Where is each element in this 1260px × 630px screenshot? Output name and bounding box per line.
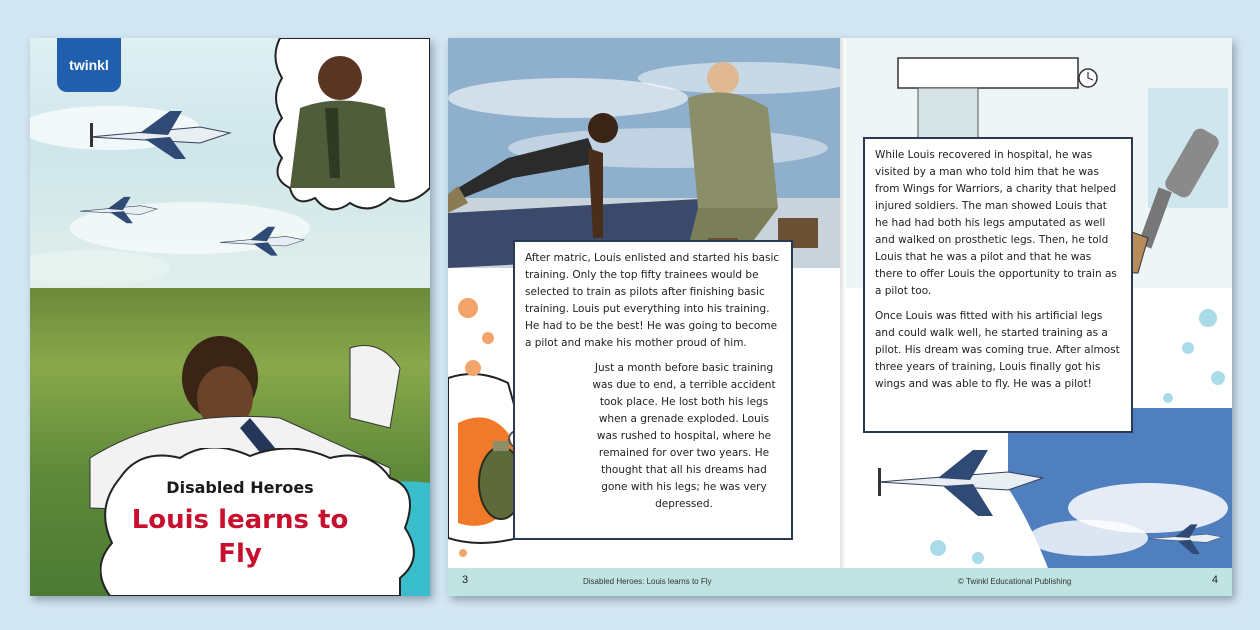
cover-title-block xyxy=(130,478,350,571)
left-paragraph-2: Just a month before basic training was due to end, a terrible accident took place. He lost both his legs when a grenade exploded. Louis was rushed to hospital, where he remained for over two years. He thought that all his dreams had gone with his legs; he was very depressed. xyxy=(592,362,776,510)
footer-copyright: © Twinkl Educational Publishing xyxy=(958,577,1072,586)
series-title: Disabled Heroes xyxy=(166,478,314,497)
page-footer xyxy=(448,568,1232,596)
cover-pilot-bubble xyxy=(270,38,430,238)
right-page-text-box xyxy=(863,137,1133,433)
twinkl-logo-icon xyxy=(57,38,121,92)
left-paragraph-1: After matric, Louis enlisted and started his basic training. Only the top fifty trainees would be selected to train as pilots after finishing basic training. Louis put everything into his training. He had to be the best! He was going to become a pilot and make his mother proud of him. xyxy=(525,252,780,349)
right-paragraph-2: Once Louis was fitted with his artificial legs and could walk well, he started training as a pilot. His dream was coming true. After almost three years of training, Louis finally got his wings and was able to fly. He was a pilot! xyxy=(875,310,1120,390)
plane-icon xyxy=(80,197,157,223)
clock-icon xyxy=(1079,69,1097,87)
left-page-text-box xyxy=(513,240,793,540)
book-spine xyxy=(840,38,846,596)
page-number-right: 4 xyxy=(1211,574,1218,586)
book-spread xyxy=(448,38,1232,596)
brand-name: twinkl xyxy=(69,57,109,73)
book-title: Louis learns to Fly xyxy=(131,505,349,569)
right-paragraph-1: While Louis recovered in hospital, he was visited by a man who told him that he was from Wings for Warriors, a charity that helped injured soldiers. The man showed Louis that he had had both his legs amputated as well and walked on prosthetic legs. Then, he told Louis that he was a pilot and that he was there to offer Louis the opportunity to train as a pilot too. xyxy=(875,149,1117,297)
book-cover xyxy=(30,38,430,596)
plane-icon xyxy=(90,111,230,159)
page-number-left: 3 xyxy=(462,574,469,586)
footer-book-title: Disabled Heroes: Louis learns to Fly xyxy=(583,577,712,586)
